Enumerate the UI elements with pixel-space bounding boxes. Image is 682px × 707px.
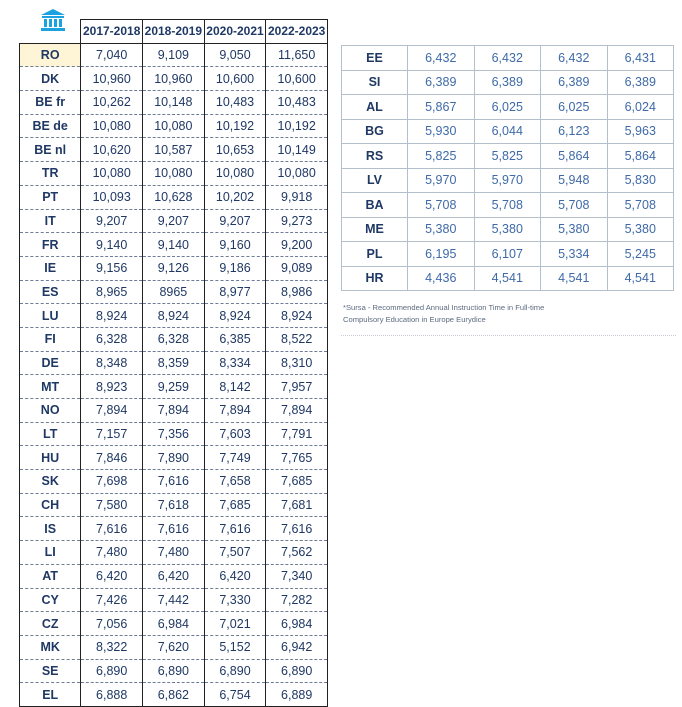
- table-row: [20, 327, 328, 351]
- table-row: [342, 119, 674, 144]
- value-cell: 9,160: [204, 233, 266, 257]
- table-row: [20, 280, 328, 304]
- value-cell: 7,894: [266, 399, 328, 423]
- table-header-row: [20, 20, 328, 44]
- country-code-cell: LU: [20, 304, 81, 328]
- value-cell: 7,426: [81, 588, 143, 612]
- table-row: [20, 612, 328, 636]
- country-code-cell: BE de: [20, 114, 81, 138]
- value-cell: 7,685: [266, 470, 328, 494]
- table-row: [342, 242, 674, 267]
- value-cell: 9,156: [81, 256, 143, 280]
- value-cell: 9,140: [81, 233, 143, 257]
- value-cell: 7,330: [204, 588, 266, 612]
- value-cell: 7,894: [143, 399, 205, 423]
- value-cell: 5,380: [607, 217, 674, 242]
- value-cell: 5,830: [607, 168, 674, 193]
- value-cell: 6,123: [541, 119, 608, 144]
- value-cell: 6,025: [474, 95, 541, 120]
- value-cell: 5,334: [541, 242, 608, 267]
- value-cell: 5,970: [474, 168, 541, 193]
- value-cell: 10,483: [204, 91, 266, 115]
- value-cell: 8965: [143, 280, 205, 304]
- value-cell: 7,480: [143, 541, 205, 565]
- value-cell: 6,889: [266, 683, 328, 707]
- table-row: [20, 114, 328, 138]
- value-cell: 7,056: [81, 612, 143, 636]
- country-code-cell: FR: [20, 233, 81, 257]
- header-year: 2018-2019: [143, 20, 205, 44]
- value-cell: 5,380: [474, 217, 541, 242]
- value-cell: 6,890: [204, 659, 266, 683]
- value-cell: 6,984: [266, 612, 328, 636]
- value-cell: 9,126: [143, 256, 205, 280]
- table-row: [20, 517, 328, 541]
- value-cell: 10,202: [204, 185, 266, 209]
- table-row: [20, 351, 328, 375]
- value-cell: 10,600: [204, 67, 266, 91]
- value-cell: 6,432: [474, 46, 541, 71]
- country-code-cell: LI: [20, 541, 81, 565]
- table-row: [20, 541, 328, 565]
- value-cell: 8,924: [81, 304, 143, 328]
- country-code-cell: IS: [20, 517, 81, 541]
- table-row: [20, 399, 328, 423]
- value-cell: 6,888: [81, 683, 143, 707]
- table-row: [20, 43, 328, 67]
- value-cell: 8,924: [266, 304, 328, 328]
- value-cell: 5,245: [607, 242, 674, 267]
- country-code-cell: BE fr: [20, 91, 81, 115]
- country-code-cell: HR: [342, 266, 408, 291]
- value-cell: 6,389: [474, 70, 541, 95]
- country-code-cell: DK: [20, 67, 81, 91]
- country-code-cell: LT: [20, 422, 81, 446]
- country-code-cell: PT: [20, 185, 81, 209]
- instruction-time-table-main: [19, 19, 328, 707]
- table-row: [342, 144, 674, 169]
- country-code-cell: AL: [342, 95, 408, 120]
- value-cell: 7,562: [266, 541, 328, 565]
- value-cell: 7,698: [81, 470, 143, 494]
- source-footnote: [343, 302, 643, 326]
- country-code-cell: SK: [20, 470, 81, 494]
- value-cell: 7,616: [204, 517, 266, 541]
- value-cell: 7,340: [266, 564, 328, 588]
- value-cell: 7,618: [143, 493, 205, 517]
- table-row: [342, 95, 674, 120]
- value-cell: 6,942: [266, 635, 328, 659]
- value-cell: 10,262: [81, 91, 143, 115]
- value-cell: 8,924: [204, 304, 266, 328]
- value-cell: 9,050: [204, 43, 266, 67]
- value-cell: 7,282: [266, 588, 328, 612]
- value-cell: 9,259: [143, 375, 205, 399]
- value-cell: 7,791: [266, 422, 328, 446]
- value-cell: 6,890: [81, 659, 143, 683]
- footnote-line: *Sursa - Recommended Annual Instruction Time in Full-time: [343, 303, 545, 312]
- value-cell: 7,157: [81, 422, 143, 446]
- value-cell: 8,142: [204, 375, 266, 399]
- value-cell: 6,431: [607, 46, 674, 71]
- country-code-cell: MT: [20, 375, 81, 399]
- value-cell: 8,924: [143, 304, 205, 328]
- value-cell: 8,322: [81, 635, 143, 659]
- table-row: [20, 588, 328, 612]
- value-cell: 7,616: [266, 517, 328, 541]
- country-code-cell: ES: [20, 280, 81, 304]
- table-row: [20, 67, 328, 91]
- value-cell: 10,149: [266, 138, 328, 162]
- country-code-cell: SI: [342, 70, 408, 95]
- header-corner: [20, 20, 81, 44]
- country-code-cell: CY: [20, 588, 81, 612]
- value-cell: 9,273: [266, 209, 328, 233]
- value-cell: 6,024: [607, 95, 674, 120]
- table-row: [342, 266, 674, 291]
- country-code-cell: PL: [342, 242, 408, 267]
- value-cell: 7,442: [143, 588, 205, 612]
- table-row: [342, 46, 674, 71]
- country-code-cell: IE: [20, 256, 81, 280]
- header-year: 2020-2021: [204, 20, 266, 44]
- country-code-cell: TR: [20, 162, 81, 186]
- table-row: [342, 217, 674, 242]
- value-cell: 6,984: [143, 612, 205, 636]
- value-cell: 5,708: [474, 193, 541, 218]
- value-cell: 8,986: [266, 280, 328, 304]
- table-row: [20, 683, 328, 707]
- value-cell: 5,708: [408, 193, 475, 218]
- table-row: [20, 233, 328, 257]
- country-code-cell: BE nl: [20, 138, 81, 162]
- value-cell: 10,080: [81, 114, 143, 138]
- table-row: [20, 209, 328, 233]
- value-cell: 10,148: [143, 91, 205, 115]
- header-year: 2017-2018: [81, 20, 143, 44]
- value-cell: 5,825: [474, 144, 541, 169]
- value-cell: 10,080: [266, 162, 328, 186]
- value-cell: 8,522: [266, 327, 328, 351]
- value-cell: 5,825: [408, 144, 475, 169]
- footnote-line: Compulsory Education in Europe Eurydice: [343, 315, 486, 324]
- value-cell: 6,044: [474, 119, 541, 144]
- country-code-cell: NO: [20, 399, 81, 423]
- table-row: [20, 422, 328, 446]
- country-code-cell: CZ: [20, 612, 81, 636]
- table-row: [342, 193, 674, 218]
- table-row: [342, 168, 674, 193]
- value-cell: 11,650: [266, 43, 328, 67]
- value-cell: 10,080: [204, 162, 266, 186]
- value-cell: 6,754: [204, 683, 266, 707]
- value-cell: 4,541: [541, 266, 608, 291]
- value-cell: 10,600: [266, 67, 328, 91]
- value-cell: 10,192: [266, 114, 328, 138]
- value-cell: 8,965: [81, 280, 143, 304]
- value-cell: 7,846: [81, 446, 143, 470]
- table-row: [20, 256, 328, 280]
- value-cell: 5,708: [541, 193, 608, 218]
- country-code-cell: ME: [342, 217, 408, 242]
- value-cell: 6,107: [474, 242, 541, 267]
- value-cell: 10,653: [204, 138, 266, 162]
- value-cell: 7,681: [266, 493, 328, 517]
- value-cell: 4,541: [607, 266, 674, 291]
- value-cell: 10,620: [81, 138, 143, 162]
- table-row: [20, 91, 328, 115]
- value-cell: 8,334: [204, 351, 266, 375]
- value-cell: 7,040: [81, 43, 143, 67]
- value-cell: 7,894: [204, 399, 266, 423]
- value-cell: 10,587: [143, 138, 205, 162]
- value-cell: 6,389: [607, 70, 674, 95]
- value-cell: 6,890: [266, 659, 328, 683]
- value-cell: 6,328: [143, 327, 205, 351]
- table-row: [20, 564, 328, 588]
- country-code-cell: EE: [342, 46, 408, 71]
- value-cell: 7,616: [143, 470, 205, 494]
- value-cell: 7,580: [81, 493, 143, 517]
- instruction-time-table-secondary: [341, 45, 674, 291]
- country-code-cell: BA: [342, 193, 408, 218]
- value-cell: 6,432: [541, 46, 608, 71]
- value-cell: 5,867: [408, 95, 475, 120]
- value-cell: 4,436: [408, 266, 475, 291]
- value-cell: 5,963: [607, 119, 674, 144]
- value-cell: 7,616: [81, 517, 143, 541]
- value-cell: 10,960: [81, 67, 143, 91]
- country-code-cell: BG: [342, 119, 408, 144]
- value-cell: 8,310: [266, 351, 328, 375]
- value-cell: 10,080: [143, 162, 205, 186]
- value-cell: 10,628: [143, 185, 205, 209]
- table-row: [20, 659, 328, 683]
- value-cell: 9,186: [204, 256, 266, 280]
- table-row: [20, 470, 328, 494]
- value-cell: 7,658: [204, 470, 266, 494]
- value-cell: 5,864: [607, 144, 674, 169]
- divider: [341, 335, 676, 336]
- value-cell: 6,432: [408, 46, 475, 71]
- value-cell: 7,765: [266, 446, 328, 470]
- table-row: [20, 375, 328, 399]
- value-cell: 6,420: [204, 564, 266, 588]
- country-code-cell: RO: [20, 43, 81, 67]
- value-cell: 7,480: [81, 541, 143, 565]
- value-cell: 7,616: [143, 517, 205, 541]
- table-row: [20, 635, 328, 659]
- value-cell: 9,109: [143, 43, 205, 67]
- value-cell: 5,152: [204, 635, 266, 659]
- value-cell: 6,328: [81, 327, 143, 351]
- country-code-cell: RS: [342, 144, 408, 169]
- table-row: [20, 493, 328, 517]
- value-cell: 4,541: [474, 266, 541, 291]
- value-cell: 10,960: [143, 67, 205, 91]
- value-cell: 9,918: [266, 185, 328, 209]
- value-cell: 10,080: [143, 114, 205, 138]
- country-code-cell: MK: [20, 635, 81, 659]
- value-cell: 8,923: [81, 375, 143, 399]
- table-row: [342, 70, 674, 95]
- value-cell: 7,356: [143, 422, 205, 446]
- value-cell: 6,385: [204, 327, 266, 351]
- value-cell: 9,200: [266, 233, 328, 257]
- country-code-cell: CH: [20, 493, 81, 517]
- value-cell: 7,894: [81, 399, 143, 423]
- value-cell: 10,080: [81, 162, 143, 186]
- value-cell: 5,380: [408, 217, 475, 242]
- table-row: [20, 446, 328, 470]
- value-cell: 6,195: [408, 242, 475, 267]
- value-cell: 9,089: [266, 256, 328, 280]
- value-cell: 10,093: [81, 185, 143, 209]
- value-cell: 6,420: [143, 564, 205, 588]
- value-cell: 10,483: [266, 91, 328, 115]
- value-cell: 7,749: [204, 446, 266, 470]
- value-cell: 9,207: [81, 209, 143, 233]
- value-cell: 5,948: [541, 168, 608, 193]
- country-code-cell: DE: [20, 351, 81, 375]
- value-cell: 5,380: [541, 217, 608, 242]
- country-code-cell: LV: [342, 168, 408, 193]
- header-year: 2022-2023: [266, 20, 328, 44]
- value-cell: 5,708: [607, 193, 674, 218]
- value-cell: 6,890: [143, 659, 205, 683]
- table-row: [20, 185, 328, 209]
- country-code-cell: IT: [20, 209, 81, 233]
- country-code-cell: EL: [20, 683, 81, 707]
- value-cell: 7,890: [143, 446, 205, 470]
- country-code-cell: SE: [20, 659, 81, 683]
- value-cell: 7,685: [204, 493, 266, 517]
- value-cell: 9,207: [204, 209, 266, 233]
- value-cell: 6,025: [541, 95, 608, 120]
- table-row: [20, 138, 328, 162]
- country-code-cell: FI: [20, 327, 81, 351]
- value-cell: 6,862: [143, 683, 205, 707]
- value-cell: 5,864: [541, 144, 608, 169]
- value-cell: 7,603: [204, 422, 266, 446]
- value-cell: 9,207: [143, 209, 205, 233]
- value-cell: 5,930: [408, 119, 475, 144]
- country-code-cell: AT: [20, 564, 81, 588]
- table-row: [20, 162, 328, 186]
- value-cell: 7,507: [204, 541, 266, 565]
- country-code-cell: HU: [20, 446, 81, 470]
- value-cell: 8,348: [81, 351, 143, 375]
- value-cell: 6,389: [541, 70, 608, 95]
- value-cell: 9,140: [143, 233, 205, 257]
- table-row: [20, 304, 328, 328]
- value-cell: 5,970: [408, 168, 475, 193]
- value-cell: 8,977: [204, 280, 266, 304]
- value-cell: 7,957: [266, 375, 328, 399]
- value-cell: 6,420: [81, 564, 143, 588]
- value-cell: 7,021: [204, 612, 266, 636]
- value-cell: 7,620: [143, 635, 205, 659]
- value-cell: 10,192: [204, 114, 266, 138]
- value-cell: 6,389: [408, 70, 475, 95]
- value-cell: 8,359: [143, 351, 205, 375]
